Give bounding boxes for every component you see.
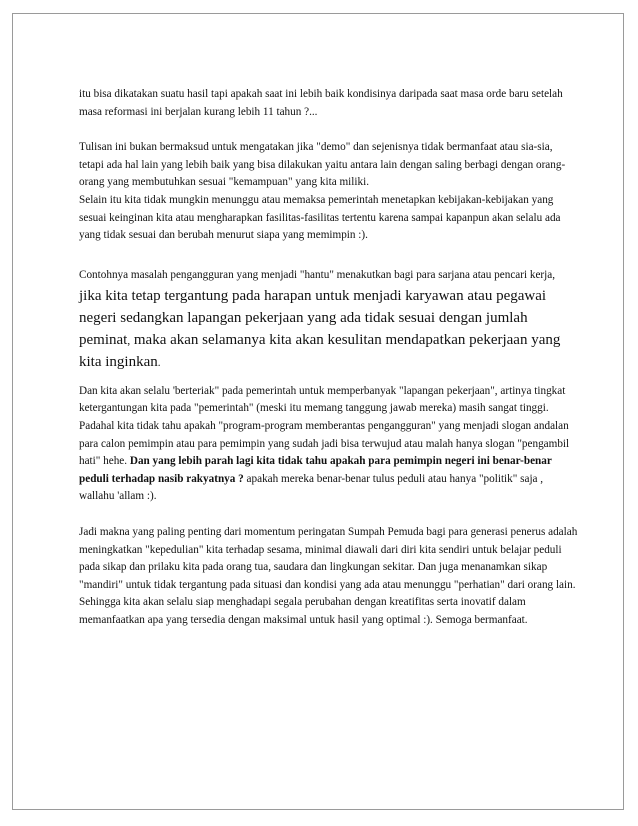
paragraph-5-bold-text: Dan yang lebih parah lagi kita tidak tahu apakah para pemimpin negeri ini benar-benar peduli terhadap nasib rakyatnya ? bbox=[79, 455, 552, 485]
paragraph-5 bbox=[79, 383, 579, 506]
paragraph-1: itu bisa dikatakan suatu hasil tapi apakah saat ini lebih baik kondisinya daripada saat masa orde baru setelah masa reformasi ini berjalan kurang lebih 11 tahun ?... bbox=[79, 88, 563, 118]
paragraph-5-text: Dan kita akan selalu 'berteriak" pada pemerintah untuk memperbanyak "lapangan pekerjaan", artinya tingkat ketergantungan kita pada "pemerintah" (meski itu memang tanggung jawab mereka) masih sangat tinggi. Padahal kita tidak tahu apakah "program-program memberantas pengangguran" yang menjadi slogan andalan para calon pemimpin atau para pemimpin yang sudah jadi bisa terwujud atau malah hanya slogan "pengambil hati" hehe. bbox=[79, 384, 570, 468]
paragraph-4-large-text-2: maka akan selamanya kita akan kesulitan mendapatkan pekerjaan yang kita inginkan bbox=[79, 331, 561, 370]
paragraph-2: Tulisan ini bukan bermaksud untuk mengatakan jika "demo" dan sejenisnya tidak bermanfaat atau sia-sia, tetapi ada hal lain yang lebih baik yang bisa dilakukan yaitu antara lain dengan saling berbagi dengan orang-orang yang membutuhkan sesuai "kemampuan" yang kita miliki. bbox=[79, 141, 566, 189]
paragraph-3: Selain itu kita tidak mungkin menunggu atau memaksa pemerintah menetapkan kebijakan-kebijakan yang sesuai keinginan kita atau mengharapkan fasilitas-fasilitas tertentu karena sampai kapanpun akan selalu ada yang tidak sesuai dan berubah menurut siapa yang memimpin :). bbox=[79, 193, 561, 242]
document-page bbox=[12, 13, 624, 810]
document-body bbox=[79, 86, 579, 647]
paragraph-4-end: . bbox=[157, 356, 161, 369]
paragraph-4-small-text: Contohnya masalah pengangguran yang menjadi "hantu" menakutkan bagi para sarjana atau pencari kerja, bbox=[79, 268, 556, 281]
paragraph-6: Jadi makna yang paling penting dari momentum peringatan Sumpah Pemuda bagi para generasi penerus adalah meningkatkan "kepedulian" kita terhadap sesama, minimal diawali dari diri kita sendiri untuk belajar peduli pada sikap dan prilaku kita pada orang tua, saudara dan lingkungan sekitar. Dan juga menanamkan sikap "mandiri" untuk tidak tergantung pada situasi dan kondisi yang ada atau menunggu "perhatian" dari orang lain. Sehingga kita akan selalu siap menghadapi segala perubahan dengan kreatifitas serta inovatif dalam memanfaatkan apa yang tersedia dengan maksimal untuk hasil yang optimal :). Semoga bermanfaat. bbox=[79, 525, 578, 626]
paragraph-4-large-text: jika kita tetap tergantung pada harapan untuk menjadi karyawan atau pegawai negeri sedangkan lapangan pekerjaan yang ada tidak sesuai dengan jumlah peminat bbox=[79, 287, 547, 348]
paragraph-4-separator: , bbox=[127, 334, 131, 347]
paragraph-4 bbox=[79, 263, 579, 373]
paragraph-5-tail: apakah mereka benar-benar tulus peduli atau hanya "politik" saja , wallahu 'allam :). bbox=[79, 472, 544, 503]
